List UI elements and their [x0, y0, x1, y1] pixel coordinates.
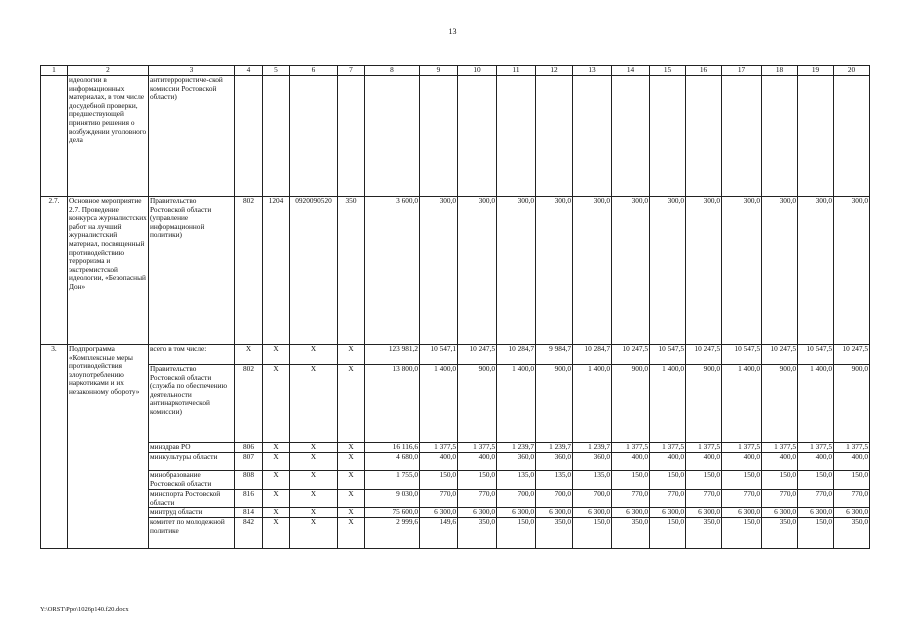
grbs-cell: 808 [235, 471, 263, 490]
value-cell: 350,0 [458, 518, 497, 549]
executor-cell: минтруд области [149, 508, 235, 518]
value-cell: 900,0 [612, 365, 650, 443]
column-number-cell: 10 [458, 66, 497, 76]
value-cell: 150,0 [497, 518, 536, 549]
vr-cell: X [338, 453, 365, 471]
value-cell: 1 400,0 [497, 365, 536, 443]
vr-cell: X [338, 508, 365, 518]
row-2-7 [41, 197, 870, 345]
value-cell: 700,0 [573, 490, 612, 508]
grbs-cell: 802 [235, 365, 263, 443]
column-number-cell: 11 [497, 66, 536, 76]
value-cell: 150,0 [798, 471, 834, 490]
value-cell: 300,0 [834, 197, 870, 345]
value-cell: 1 377,5 [612, 443, 650, 453]
csr-cell: X [290, 490, 338, 508]
column-number-cell: 8 [365, 66, 420, 76]
row-num-cell: 3. [41, 345, 68, 549]
value-cell: 770,0 [834, 490, 870, 508]
executor-cell: Правительство Ростовской области (управление информационной политики) [149, 197, 235, 345]
value-cell: 6 300,0 [834, 508, 870, 518]
value-cell: 10 247,5 [834, 345, 870, 365]
csr-cell: X [290, 471, 338, 490]
value-cell: 150,0 [420, 471, 458, 490]
rzpr-cell: X [263, 508, 290, 518]
column-number-cell: 7 [338, 66, 365, 76]
value-cell: 770,0 [458, 490, 497, 508]
rzpr-cell: X [263, 443, 290, 453]
value-cell: 10 247,5 [686, 345, 722, 365]
column-number-cell: 4 [235, 66, 263, 76]
column-number-cell: 20 [834, 66, 870, 76]
value-cell: 6 300,0 [573, 508, 612, 518]
executor-cell: минспорта Ростовской области [149, 490, 235, 508]
vr-cell: X [338, 345, 365, 365]
rzpr-cell: X [263, 345, 290, 365]
grbs-cell: 842 [235, 518, 263, 549]
value-cell: 770,0 [650, 490, 686, 508]
executor-cell: антитеррористиче-ской комиссии Ростовской области) [149, 76, 235, 197]
page-number: 13 [448, 27, 457, 36]
value-cell: 150,0 [722, 518, 762, 549]
value-cell: 6 300,0 [536, 508, 573, 518]
value-cell: 300,0 [497, 197, 536, 345]
value-cell: 10 247,5 [612, 345, 650, 365]
column-number-row [41, 66, 870, 76]
value-cell: 135,0 [536, 471, 573, 490]
value-cell: 150,0 [573, 518, 612, 549]
value-cell: 10 547,1 [420, 345, 458, 365]
csr-cell: 0920090520 [290, 197, 338, 345]
value-cell: 400,0 [798, 453, 834, 471]
column-number-cell: 3 [149, 66, 235, 76]
value-cell: 770,0 [612, 490, 650, 508]
column-number-cell: 17 [722, 66, 762, 76]
rzpr-cell: X [263, 471, 290, 490]
value-cell: 360,0 [536, 453, 573, 471]
grbs-cell: 802 [235, 197, 263, 345]
value-cell: 350,0 [612, 518, 650, 549]
value-cell: 3 600,0 [365, 197, 420, 345]
rzpr-cell: X [263, 490, 290, 508]
executor-cell: Правительство Ростовской области (служба по обеспечению деятельности антинаркотической комиссии) [149, 365, 235, 443]
value-cell: 10 284,7 [573, 345, 612, 365]
value-cell: 6 300,0 [612, 508, 650, 518]
value-cell: 13 800,0 [365, 365, 420, 443]
vr-cell: 350 [338, 197, 365, 345]
value-cell: 6 300,0 [686, 508, 722, 518]
value-cell: 6 300,0 [458, 508, 497, 518]
column-number-cell: 16 [686, 66, 722, 76]
value-cell: 360,0 [573, 453, 612, 471]
value-cell: 1 377,5 [458, 443, 497, 453]
value-cell: 6 300,0 [762, 508, 798, 518]
rzpr-cell: X [263, 365, 290, 443]
value-cell: 300,0 [650, 197, 686, 345]
value-cell: 150,0 [650, 471, 686, 490]
value-cell: 149,6 [420, 518, 458, 549]
vr-cell: X [338, 518, 365, 549]
program-3-row [41, 508, 870, 518]
value-cell: 400,0 [612, 453, 650, 471]
value-cell: 1 239,7 [497, 443, 536, 453]
subprogram-name-cell: Подпрограмма «Комплексные меры противодействия злоупотреблению наркотиками и их незаконному обороту» [68, 345, 149, 549]
value-cell: 150,0 [798, 518, 834, 549]
value-cell: 300,0 [722, 197, 762, 345]
value-cell: 900,0 [458, 365, 497, 443]
value-cell: 770,0 [798, 490, 834, 508]
value-cell: 4 680,0 [365, 453, 420, 471]
value-cell: 400,0 [650, 453, 686, 471]
value-cell: 900,0 [762, 365, 798, 443]
value-cell: 1 400,0 [722, 365, 762, 443]
value-cell: 350,0 [536, 518, 573, 549]
grbs-cell: 807 [235, 453, 263, 471]
value-cell: 770,0 [686, 490, 722, 508]
value-cell: 150,0 [722, 471, 762, 490]
vr-cell: X [338, 443, 365, 453]
value-cell: 10 247,5 [458, 345, 497, 365]
value-cell: 1 377,5 [686, 443, 722, 453]
value-cell: 770,0 [762, 490, 798, 508]
value-cell: 123 981,2 [365, 345, 420, 365]
executor-cell: минздрав РО [149, 443, 235, 453]
value-cell: 300,0 [686, 197, 722, 345]
row-num-cell [41, 76, 68, 197]
value-cell: 1 400,0 [573, 365, 612, 443]
value-cell: 700,0 [497, 490, 536, 508]
value-cell: 770,0 [420, 490, 458, 508]
column-number-cell: 12 [536, 66, 573, 76]
program-3-row [41, 443, 870, 453]
row-num-cell: 2.7. [41, 197, 68, 345]
column-number-cell: 9 [420, 66, 458, 76]
value-cell: 900,0 [834, 365, 870, 443]
column-number-cell: 1 [41, 66, 68, 76]
grbs-cell: 814 [235, 508, 263, 518]
value-cell: 350,0 [762, 518, 798, 549]
value-cell: 150,0 [612, 471, 650, 490]
value-cell: 16 116,6 [365, 443, 420, 453]
program-3-row [41, 453, 870, 471]
csr-cell: X [290, 443, 338, 453]
vr-cell: X [338, 490, 365, 508]
value-cell: 10 547,5 [722, 345, 762, 365]
value-cell: 400,0 [686, 453, 722, 471]
executor-cell: всего в том числе: [149, 345, 235, 365]
grbs-cell: 806 [235, 443, 263, 453]
program-3-row [41, 518, 870, 549]
grbs-cell: X [235, 345, 263, 365]
value-cell: 6 300,0 [798, 508, 834, 518]
value-cell: 350,0 [834, 518, 870, 549]
value-cell: 6 300,0 [420, 508, 458, 518]
value-cell: 360,0 [497, 453, 536, 471]
column-number-cell: 6 [290, 66, 338, 76]
executor-cell: минобразование Ростовской области [149, 471, 235, 490]
column-number-cell: 13 [573, 66, 612, 76]
continuation-row [41, 76, 870, 197]
csr-cell: X [290, 453, 338, 471]
value-cell: 300,0 [458, 197, 497, 345]
value-cell: 900,0 [536, 365, 573, 443]
value-cell: 400,0 [420, 453, 458, 471]
measure-name-cell: идеологии в информационных материалах, в том числе досудебной проверки, предшествующей принятию решения о возбуждении уголовного дела [68, 76, 149, 197]
program-3-row [41, 345, 870, 365]
value-cell: 150,0 [686, 471, 722, 490]
value-cell: 1 400,0 [420, 365, 458, 443]
program-3-row [41, 490, 870, 508]
csr-cell: X [290, 365, 338, 443]
value-cell: 300,0 [612, 197, 650, 345]
value-cell: 300,0 [798, 197, 834, 345]
rzpr-cell: X [263, 518, 290, 549]
value-cell: 350,0 [686, 518, 722, 549]
value-cell: 10 547,5 [650, 345, 686, 365]
value-cell: 10 547,5 [798, 345, 834, 365]
footer-file-path: Y:\ORST\Ppo\1026p140.f20.docx [40, 606, 129, 613]
value-cell: 1 755,0 [365, 471, 420, 490]
value-cell: 1 377,5 [650, 443, 686, 453]
rzpr-cell: 1204 [263, 197, 290, 345]
value-cell: 400,0 [722, 453, 762, 471]
measure-name-cell: Основное мероприятие 2.7. Проведение конкурса журналистских работ на лучший журналистский материал, посвященный противодействию терроризма и экстремистской идеологии, «Безопасный Дон» [68, 197, 149, 345]
value-cell: 700,0 [536, 490, 573, 508]
value-cell: 1 239,7 [573, 443, 612, 453]
value-cell: 10 247,5 [762, 345, 798, 365]
column-number-cell: 5 [263, 66, 290, 76]
grbs-cell: 816 [235, 490, 263, 508]
value-cell: 2 999,6 [365, 518, 420, 549]
value-cell: 10 284,7 [497, 345, 536, 365]
executor-cell: комитет по молодежной политике [149, 518, 235, 549]
column-number-cell: 18 [762, 66, 798, 76]
value-cell: 1 400,0 [650, 365, 686, 443]
column-number-cell: 15 [650, 66, 686, 76]
value-cell: 1 377,5 [798, 443, 834, 453]
value-cell: 135,0 [573, 471, 612, 490]
value-cell: 135,0 [497, 471, 536, 490]
value-cell: 1 377,5 [420, 443, 458, 453]
value-cell: 6 300,0 [650, 508, 686, 518]
executor-cell: минкультуры области [149, 453, 235, 471]
value-cell: 150,0 [762, 471, 798, 490]
value-cell: 1 377,5 [762, 443, 798, 453]
value-cell: 150,0 [650, 518, 686, 549]
value-cell: 300,0 [573, 197, 612, 345]
column-number-cell: 2 [68, 66, 149, 76]
csr-cell: X [290, 345, 338, 365]
value-cell: 75 600,0 [365, 508, 420, 518]
value-cell: 400,0 [762, 453, 798, 471]
value-cell: 6 300,0 [722, 508, 762, 518]
csr-cell: X [290, 508, 338, 518]
rzpr-cell: X [263, 453, 290, 471]
value-cell: 300,0 [420, 197, 458, 345]
value-cell: 400,0 [458, 453, 497, 471]
program-3-row [41, 471, 870, 490]
value-cell: 900,0 [686, 365, 722, 443]
program-3-row [41, 365, 870, 443]
value-cell: 6 300,0 [497, 508, 536, 518]
vr-cell: X [338, 471, 365, 490]
value-cell: 770,0 [722, 490, 762, 508]
value-cell: 1 400,0 [798, 365, 834, 443]
value-cell: 300,0 [762, 197, 798, 345]
value-cell: 9 984,7 [536, 345, 573, 365]
column-number-cell: 14 [612, 66, 650, 76]
csr-cell: X [290, 518, 338, 549]
value-cell: 1 377,5 [834, 443, 870, 453]
value-cell: 1 377,5 [722, 443, 762, 453]
budget-table [40, 65, 870, 549]
vr-cell: X [338, 365, 365, 443]
value-cell: 300,0 [536, 197, 573, 345]
value-cell: 400,0 [834, 453, 870, 471]
value-cell: 150,0 [458, 471, 497, 490]
value-cell: 9 030,0 [365, 490, 420, 508]
value-cell: 150,0 [834, 471, 870, 490]
value-cell: 1 239,7 [536, 443, 573, 453]
column-number-cell: 19 [798, 66, 834, 76]
